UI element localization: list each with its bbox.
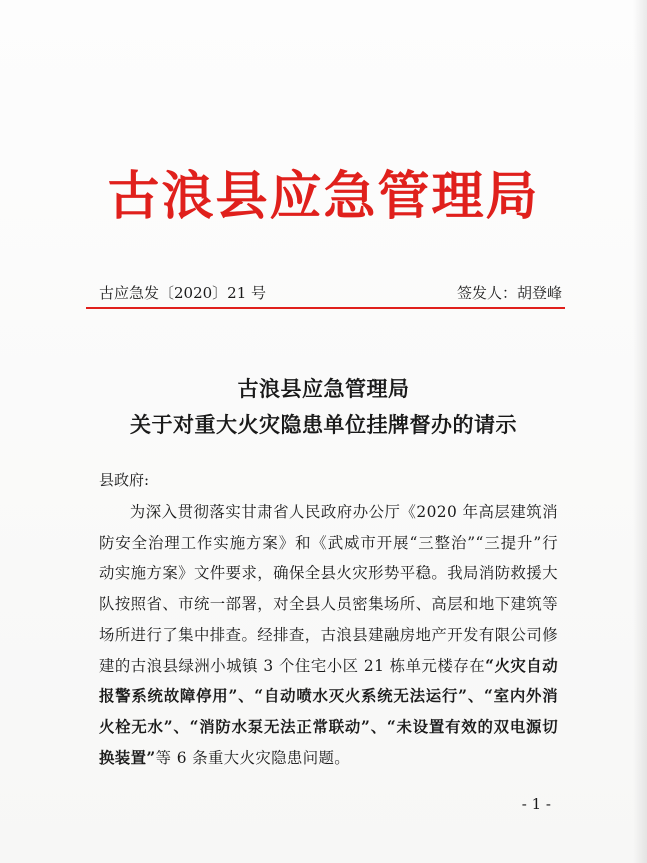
salutation: 县政府: [99, 471, 150, 489]
issuer-signature: 签发人：胡登峰 [456, 284, 562, 302]
document-title [0, 371, 647, 443]
red-divider-line [86, 307, 565, 309]
body-paragraph [99, 497, 558, 773]
document-number: 古应急发〔2020〕21 号 [99, 284, 267, 302]
page-number: - 1 - [521, 795, 551, 813]
body-text-part-2: 等 6 条重大火灾隐患问题。 [155, 748, 351, 767]
body-text-bold-hazards: “火灾自动报警系统故障停用”、“自动喷水灭火系统无法运行”、“室内外消火栓无水”、“消防水泵无法正常联动”、“未设置有效的双电源切换装置” [99, 656, 558, 767]
agency-red-header: 古浪县应急管理局 [107, 166, 540, 227]
title-line-1: 古浪县应急管理局 [237, 376, 410, 401]
body-text-part-1: 为深入贯彻落实甘肃省人民政府办公厅《2020 年高层建筑消防安全治理工作实施方案》和《武威市开展“三整治”“三提升”行动实施方案》文件要求，确保全县火灾形势平稳。我局消防救援大队按照省、市统一部署，对全县人员密集场所、高层和地下建筑等场所进行了集中排查。经排查，古浪县建融房地产开发有限公司修建的古浪县绿洲小城镇 3 个住宅小区 21 栋单元楼存在 [99, 503, 558, 675]
title-line-2: 关于对重大火灾隐患单位挂牌督办的请示 [130, 412, 517, 437]
scan-edge-shadow [633, 0, 647, 863]
